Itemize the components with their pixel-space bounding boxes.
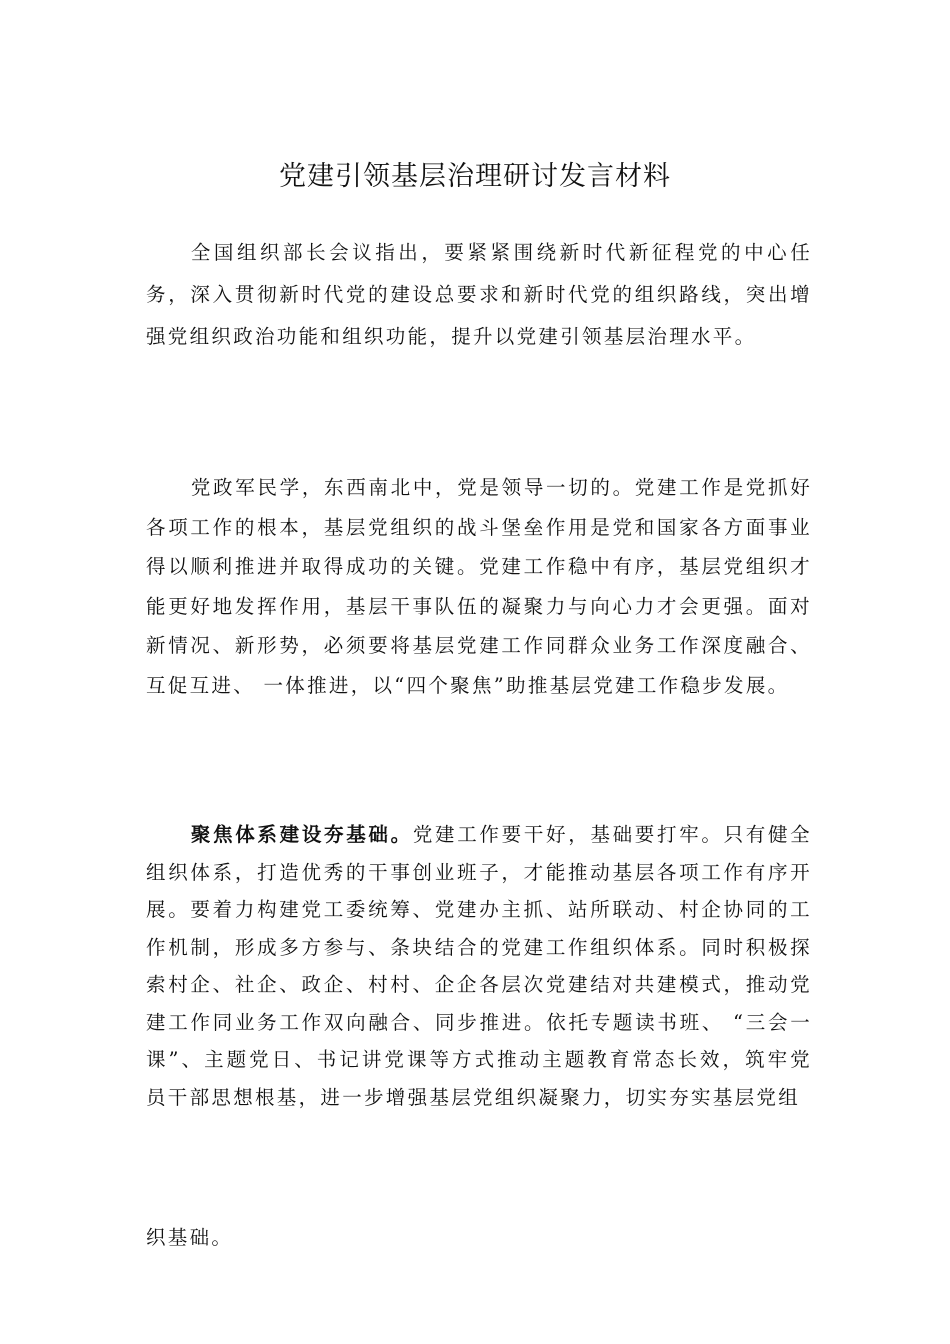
paragraph-lead-heading: 聚焦体系建设夯基础。 (190, 823, 413, 846)
paragraph-party-leadership: 党政军民学，东西南北中，党是领导一切的。党建工作是党抓好各项工作的根本，基层党组织的战斗堡垒作用是党和国家各方面事业得以顺利推进并取得成功的关键。党建工作稳中有序，基层党组织才能更好地发挥作用，基层干事队伍的凝聚力与向心力才会更强。面对新情况、新形势，必须要将基层党建工作同群众业务工作深度融合、互促互进、 一体推进，以“四个聚焦”助推基层党建工作稳步发展。 (146, 476, 812, 697)
paragraph-body: 党建工作要干好，基础要打牢。只有健全组织体系，打造优秀的干事创业班子，才能推动基层各项工作有序开展。要着力构建党工委统筹、党建办主抓、站所联动、村企协同的工作机制，形成多方参与、条块结合的党建工作组织体系。同时积极探索村企、社企、政企、村村、企企各层次党建结对共建模式，推动党建工作同业务工作双向融合、同步推进。依托专题读书班、 “三会一 课”、主题党日、书记讲党课等方式推动主题教育常态长效，筑牢党 员干部思想根基，进一步增强基层党组织凝聚力，切实夯实基层党组 (146, 823, 812, 1109)
paragraph-tail: 织基础。 (146, 1226, 234, 1249)
document-title: 党建引领基层治理研讨发言材料 (279, 161, 671, 192)
paragraph-intro: 全国组织部长会议指出，要紧紧围绕新时代新征程党的中心任务，深入贯彻新时代党的建设总要求和新时代党的组织路线，突出增强党组织政治功能和组织功能，提升以党建引领基层治理水平。 (146, 241, 812, 348)
paragraph-system-building (146, 816, 812, 1116)
